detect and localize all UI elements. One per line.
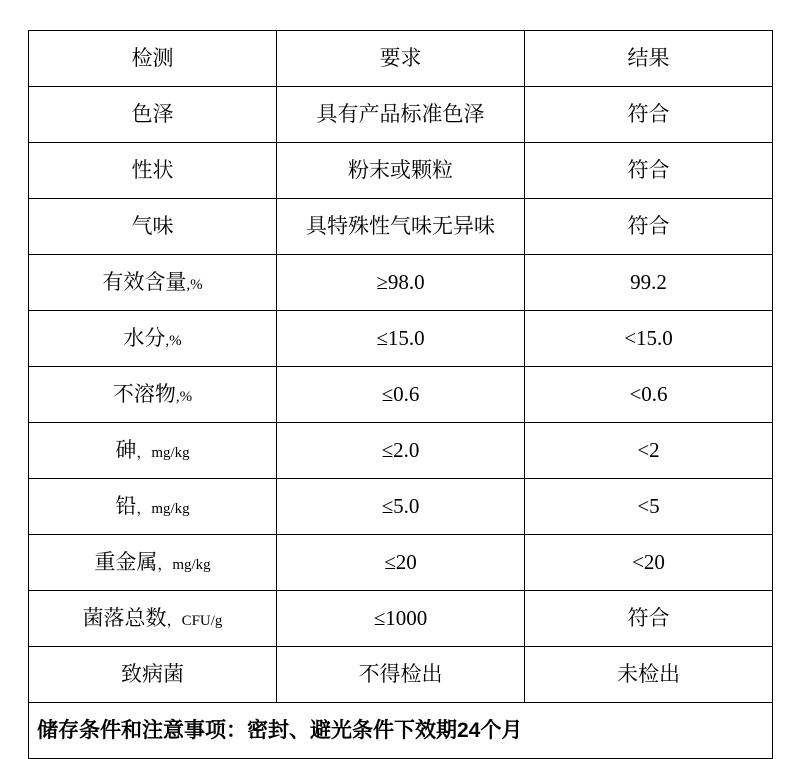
cell-item: 重金属，mg/kg <box>29 535 277 591</box>
table-row <box>29 367 773 423</box>
cell-item: 菌落总数，CFU/g <box>29 591 277 647</box>
cell-result: 符合 <box>525 143 773 199</box>
cell-result: <0.6 <box>525 367 773 423</box>
cell-result: <2 <box>525 423 773 479</box>
table-row <box>29 87 773 143</box>
cell-item: 水分,% <box>29 311 277 367</box>
cell-result: <5 <box>525 479 773 535</box>
column-header-result-label: 结果 <box>627 45 670 70</box>
cell-result: <15.0 <box>525 311 773 367</box>
column-header-result <box>525 31 773 87</box>
storage-note-text: 储存条件和注意事项：密封、避光条件下效期24个月 <box>37 718 523 742</box>
column-header-item <box>29 31 277 87</box>
cell-requirement: 不得检出 <box>277 647 525 703</box>
column-header-requirement <box>277 31 525 87</box>
cell-item: 铅，mg/kg <box>29 479 277 535</box>
cell-item: 性状 <box>29 143 277 199</box>
cell-requirement: ≤20 <box>277 535 525 591</box>
cell-result: 符合 <box>525 199 773 255</box>
column-header-requirement-label: 要求 <box>379 45 422 70</box>
cell-requirement: ≤5.0 <box>277 479 525 535</box>
spec-table-container <box>28 30 772 759</box>
table-row <box>29 591 773 647</box>
cell-requirement: 粉末或颗粒 <box>277 143 525 199</box>
cell-item: 有效含量,% <box>29 255 277 311</box>
cell-requirement: ≤0.6 <box>277 367 525 423</box>
cell-requirement: ≤1000 <box>277 591 525 647</box>
storage-note-cell <box>29 703 773 759</box>
cell-item: 气味 <box>29 199 277 255</box>
cell-result: <20 <box>525 535 773 591</box>
table-row <box>29 535 773 591</box>
cell-requirement: ≥98.0 <box>277 255 525 311</box>
table-row <box>29 423 773 479</box>
cell-item: 色泽 <box>29 87 277 143</box>
cell-item: 致病菌 <box>29 647 277 703</box>
table-row <box>29 647 773 703</box>
table-footer-row <box>29 703 773 759</box>
cell-result: 99.2 <box>525 255 773 311</box>
cell-requirement: 具特殊性气味无异味 <box>277 199 525 255</box>
cell-result: 符合 <box>525 87 773 143</box>
cell-requirement: ≤2.0 <box>277 423 525 479</box>
table-row <box>29 479 773 535</box>
table-row <box>29 255 773 311</box>
cell-requirement: 具有产品标准色泽 <box>277 87 525 143</box>
table-header-row <box>29 31 773 87</box>
table-row <box>29 143 773 199</box>
specification-table <box>28 30 773 759</box>
cell-result: 未检出 <box>525 647 773 703</box>
cell-item: 砷，mg/kg <box>29 423 277 479</box>
cell-result: 符合 <box>525 591 773 647</box>
cell-item: 不溶物,% <box>29 367 277 423</box>
table-row <box>29 311 773 367</box>
table-row <box>29 199 773 255</box>
column-header-item-label: 检测 <box>131 45 174 70</box>
cell-requirement: ≤15.0 <box>277 311 525 367</box>
